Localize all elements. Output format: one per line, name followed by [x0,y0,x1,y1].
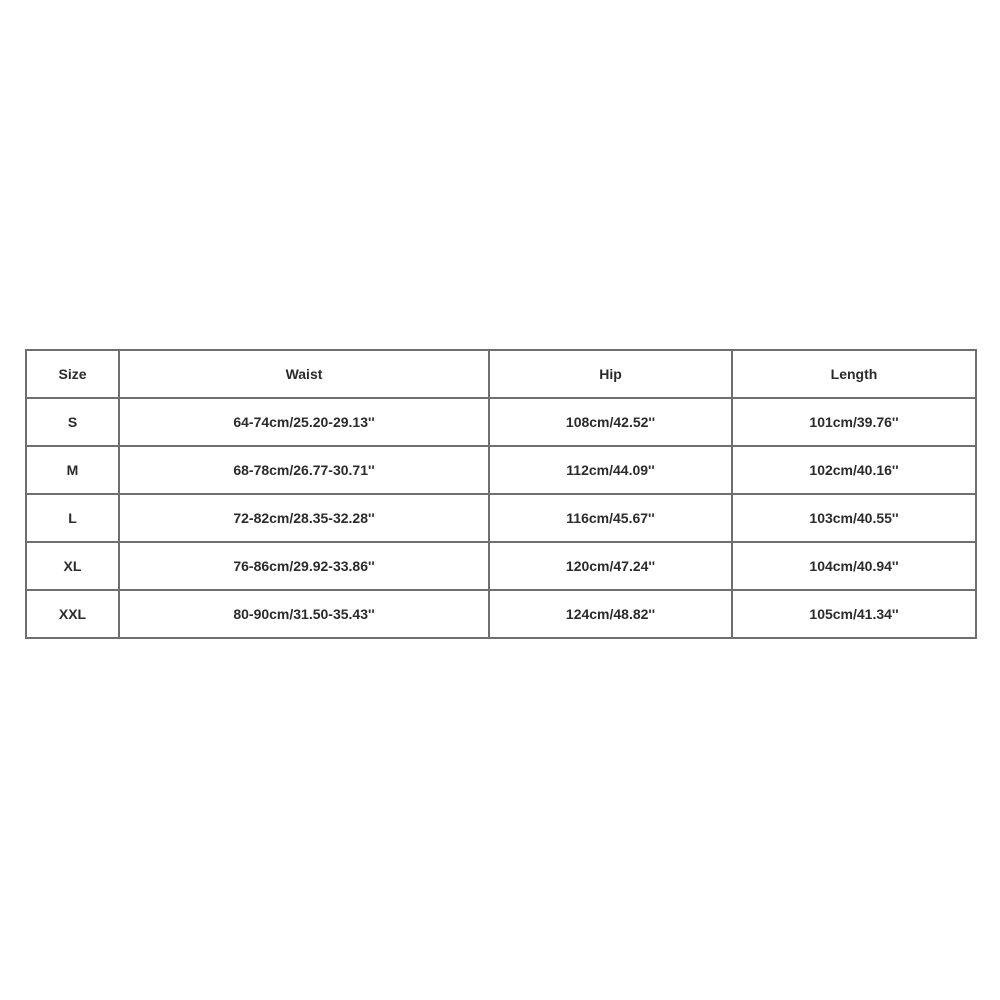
table-body [26,398,976,638]
size-cell: L [26,494,119,542]
header-row [26,350,976,398]
waist-cell: 80-90cm/31.50-35.43'' [119,590,489,638]
length-cell: 104cm/40.94'' [732,542,976,590]
hip-cell: 124cm/48.82'' [489,590,732,638]
waist-cell: 72-82cm/28.35-32.28'' [119,494,489,542]
length-cell: 103cm/40.55'' [732,494,976,542]
length-cell: 101cm/39.76'' [732,398,976,446]
table-header [26,350,976,398]
size-chart-table [25,349,977,639]
waist-cell: 68-78cm/26.77-30.71'' [119,446,489,494]
size-cell: XL [26,542,119,590]
size-cell: S [26,398,119,446]
header-waist: Waist [119,350,489,398]
header-hip: Hip [489,350,732,398]
table-row [26,494,976,542]
waist-cell: 64-74cm/25.20-29.13'' [119,398,489,446]
waist-cell: 76-86cm/29.92-33.86'' [119,542,489,590]
hip-cell: 116cm/45.67'' [489,494,732,542]
hip-cell: 112cm/44.09'' [489,446,732,494]
header-size: Size [26,350,119,398]
size-cell: M [26,446,119,494]
length-cell: 102cm/40.16'' [732,446,976,494]
size-cell: XXL [26,590,119,638]
length-cell: 105cm/41.34'' [732,590,976,638]
hip-cell: 108cm/42.52'' [489,398,732,446]
table-row [26,542,976,590]
header-length: Length [732,350,976,398]
table-row [26,398,976,446]
hip-cell: 120cm/47.24'' [489,542,732,590]
table-row [26,590,976,638]
table-row [26,446,976,494]
